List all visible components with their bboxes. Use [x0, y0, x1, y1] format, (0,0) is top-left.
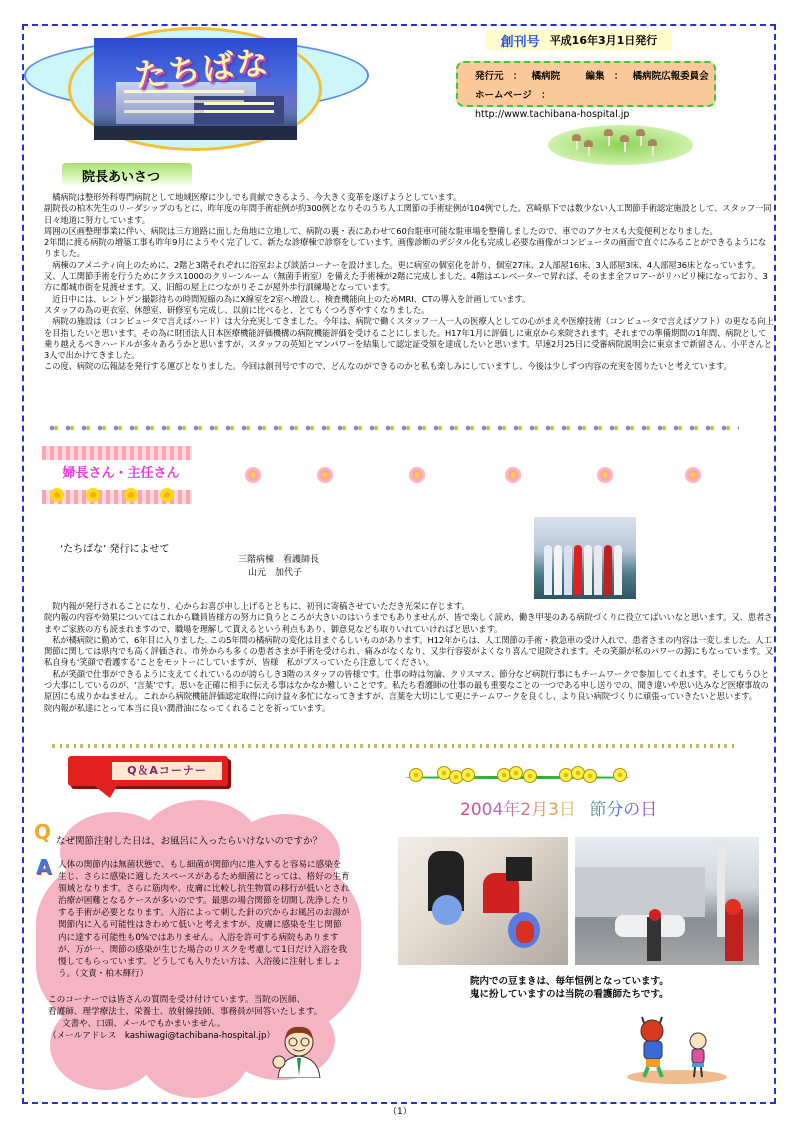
- issue-banner: [486, 30, 672, 50]
- editor-label: 編集: [585, 71, 605, 82]
- director-greeting-text: 橘病院は整形外科専門病院として地域医療に少しでも貢献できるよう、今大きく変革を遂げようとしています。 副院長の柏木先生のリーダシップのもとに、昨年度の年間手術症例が約300例となりそのうち人工関節の手術症例が104例でした。宮崎県下では数少ない人工関節手術認定施設として、スタッフ一同日々地道に努力しています。 周囲の区画整理事業に伴い、病院は三方道路に面した角地に立地して、病院の裏・表にあわせて60台駐車可能な駐車場を整備しましたので、車でのアクセスも大変便利となりました。 2年間に渡る病院の増築工事も昨年9月にようやく完了して、新たな診療棟で診察をしています。画像診断のデジタル化も完成し必要な画像がコンピュータの画面で直ぐにみることができるようになりました。 病棟のアメニティ向上のために、2階と3階それぞれに浴室および談話コーナーを設けました。更に病室の個室化を計り、個室27床、2人部屋16床、3人部屋3床、4人部屋36床となっています。又、人工関節手術を行うためにクラス1000のクリーンルーム（無菌手術室）を備えた手術棟が2階に完成しました。4階はエレベーターで昇れば、そのまま全フロアーがリハビリ棟になっており、3方に都城市街を見渡せます。又、旧館の屋上につながりそこが屋外歩行訓練場となっています。 近日中には、レントゲン撮影待ちの時間短縮の為にX線室を2室へ増設し、検査機能向上のためMRI、CTの導入を計画しています。 スタッフの為の更衣室、休憩室、研修室も完成し、以前に比べると、とてもくつろぎやすくなりました。 病院の施設は（コンピュータで言えばハード）は大分充実してきました。今年は、病院で働くスタッフ一人一人の医療人としての心がまえや医療技術（コンピュータで言えばソフト）の更なる向上を目指したいと思います。その為に財団法人日本医療機能評価機構の病院機能評価を受けることにしました。H17年1月に評価しに東京から来院されます。それまでの準備期間の1年間、病院として乗り越えるべきハードルが多々あろうかと思いますが、スタッフの英知とマンパワーを結集して認定証受領を達成したいと思います。早速2月25日に受審病院説明会に東京まで新留さん、小平さんと3人で出かけてきました。 この度、病院の広報誌を発行する運びとなりました。今回は創刊号ですので、どんなのができるのかと私も楽しみにしていますし、今後は少しずつ内容の充実を図りたいと考えています。: [44, 192, 774, 372]
- qa-notice: このコーナーでは皆さんの質問を受け付けています。当院の医師、 看護師、理学療法士、栄養士、放射線技師、事務員が回答いたします。 文書や、口頭、メールでもかまいません。 （メールアドレス kashiwagi@tachibana-hospital.jp）: [48, 994, 368, 1042]
- flower-garland: [405, 764, 630, 786]
- qa-corner-banner: [68, 756, 228, 794]
- publisher-box: 発行元 ： 橘病院 編集 ： 橘病院広報委員会 ホームページ ： http://www.tachibana-hospital.jp: [456, 61, 716, 107]
- oni-and-child-illustration: [622, 1015, 732, 1085]
- hospital-building-photo: [94, 38, 297, 140]
- qa-email[interactable]: （メールアドレス kashiwagi@tachibana-hospital.jp）: [48, 1031, 275, 1042]
- setsubun-title: 2004年2月3日 節分の日: [460, 800, 658, 820]
- article-title: ‘たちばな’ 発行によせて: [60, 544, 170, 555]
- publisher-label: 発行元: [475, 71, 504, 82]
- editor-name: 橘病院広報委員会: [632, 71, 709, 82]
- q-mark-icon: Q: [34, 820, 52, 844]
- head-nurse-article-text: 院内報が発行されることになり、心からお喜び申し上げるとともに、初刊に寄稿させていただき光栄に存じます。 院内報の内容や効果についてはこれから職員皆様方の努力に負うところが大きいのはいうまでもありませんが、皆で楽しく読め、働き甲斐のある病院づくりに役立てばいいなと思います。又、患者さまやご家族の方も読まれますので、職場を理解して貰えるという利点もあり、御意見なども取りいれていければと思います。 私が橘病院に勤めて、6年目に入りました. この5年間の橘病院の変化は目まぐるしいものがあります。H12年からは、人工関節の手術・救急車の受け入れで、患者さまの内容は一変しました。人工関節に関しては県内でも高く評価され、市外からも多くの患者さまが手術を受けられ、痛みがなくなり、又歩行容姿がよくなり喜んで退院されます。その笑顔が私のパワーの源にもなっています。又私自身も‘笑顔で看護する’ことをモットーにしていますが、皆様 私がブスっていたら注意してください。 私が笑顔で仕事ができるように支えてくれているのが誇らしき3階のスタッフの皆様です。仕事の時は勿論、クリスマス、節分など病院行事にもチームワークで参加してくれます。そしてもうひとつ大事にしているのが、‘言葉’です。思いを正確に相手に伝える事はなかなか難しいことです。私たち看護師の仕事の最も重要なことの一つである申し送りでの、聞き違いや思い込みなど医療事故の原因にも成りかねません。これから病院機能評価認定取得に向け益々多忙になってきますが、言葉を大切にして更にチームワークを良くし、より良い病院づくりに頑張っていきたいと思います。 院内報が私達にとって本当に良い潤滑油になってくれることを祈っています。: [44, 601, 774, 713]
- newsletter-title: たちばな: [132, 42, 272, 95]
- issue-label: 創刊号: [500, 34, 540, 50]
- issue-date: 平成16年3月1日発行: [549, 34, 658, 47]
- dotted-divider-2: [52, 744, 734, 748]
- a-mark-icon: A: [36, 855, 52, 879]
- bean-throwing-ward-photo: [398, 837, 568, 965]
- section-heading-director: 院長あいさつ: [62, 163, 192, 187]
- bean-throwing-outdoor-photo: [575, 837, 759, 965]
- gingham-border-top: [42, 446, 192, 460]
- page-number: （1）: [388, 1107, 412, 1117]
- qa-question: なぜ関節注射した日は、お風呂に入ったらいけないのですか？: [56, 836, 323, 847]
- author-name: 山元 加代子: [248, 568, 303, 578]
- gingham-border-bottom: [42, 490, 192, 504]
- mushroom-illustration: [548, 125, 693, 165]
- homepage-link[interactable]: http://www.tachibana-hospital.jp: [475, 109, 630, 120]
- qa-answer: 人体の関節内は無菌状態で、もし細菌が関節内に進入すると容易に感染を生じ、さらに感染に適したスペースがあるため細菌にとっては、格好の生育領域となります。さらに筋肉や、皮膚に比較し抗生物質の移行が低いとされ治療が困難となるケースが多いのです。最悪の場合関節を切開し洗浄したりする手術が必要となります。入浴によって刺した針の穴からお風呂のお湯が関節内に入る可能性はきわめて低いと考えますが、皮膚に感染を生じ関節内に達する可能性も0%ではありません。入浴を許可する病院もありますが、万が一、関節の感染が生じた場合のリスクを考慮して1日だけ入浴を我慢してもらっています。どうしても入りたい方は、入浴後に注射しましょう。（文責・柏木輝行）: [58, 860, 350, 979]
- section-heading-head-nurse: 婦長さん・主任さん: [62, 466, 180, 481]
- homepage-label: ホームページ: [475, 90, 532, 101]
- publisher-name: 橘病院: [531, 71, 561, 82]
- author-role: 三階病棟 看護師長: [238, 555, 320, 565]
- qa-corner-heading: Q＆Aコーナー: [112, 762, 222, 780]
- setsubun-caption: 院内での豆まきは、毎年恒例となっています。 鬼に扮していますのは当院の看護師たちです。: [470, 976, 669, 1000]
- dotted-divider: [44, 424, 739, 432]
- nursing-staff-photo: [534, 517, 636, 599]
- doctor-thumbs-up-icon: [270, 1020, 328, 1078]
